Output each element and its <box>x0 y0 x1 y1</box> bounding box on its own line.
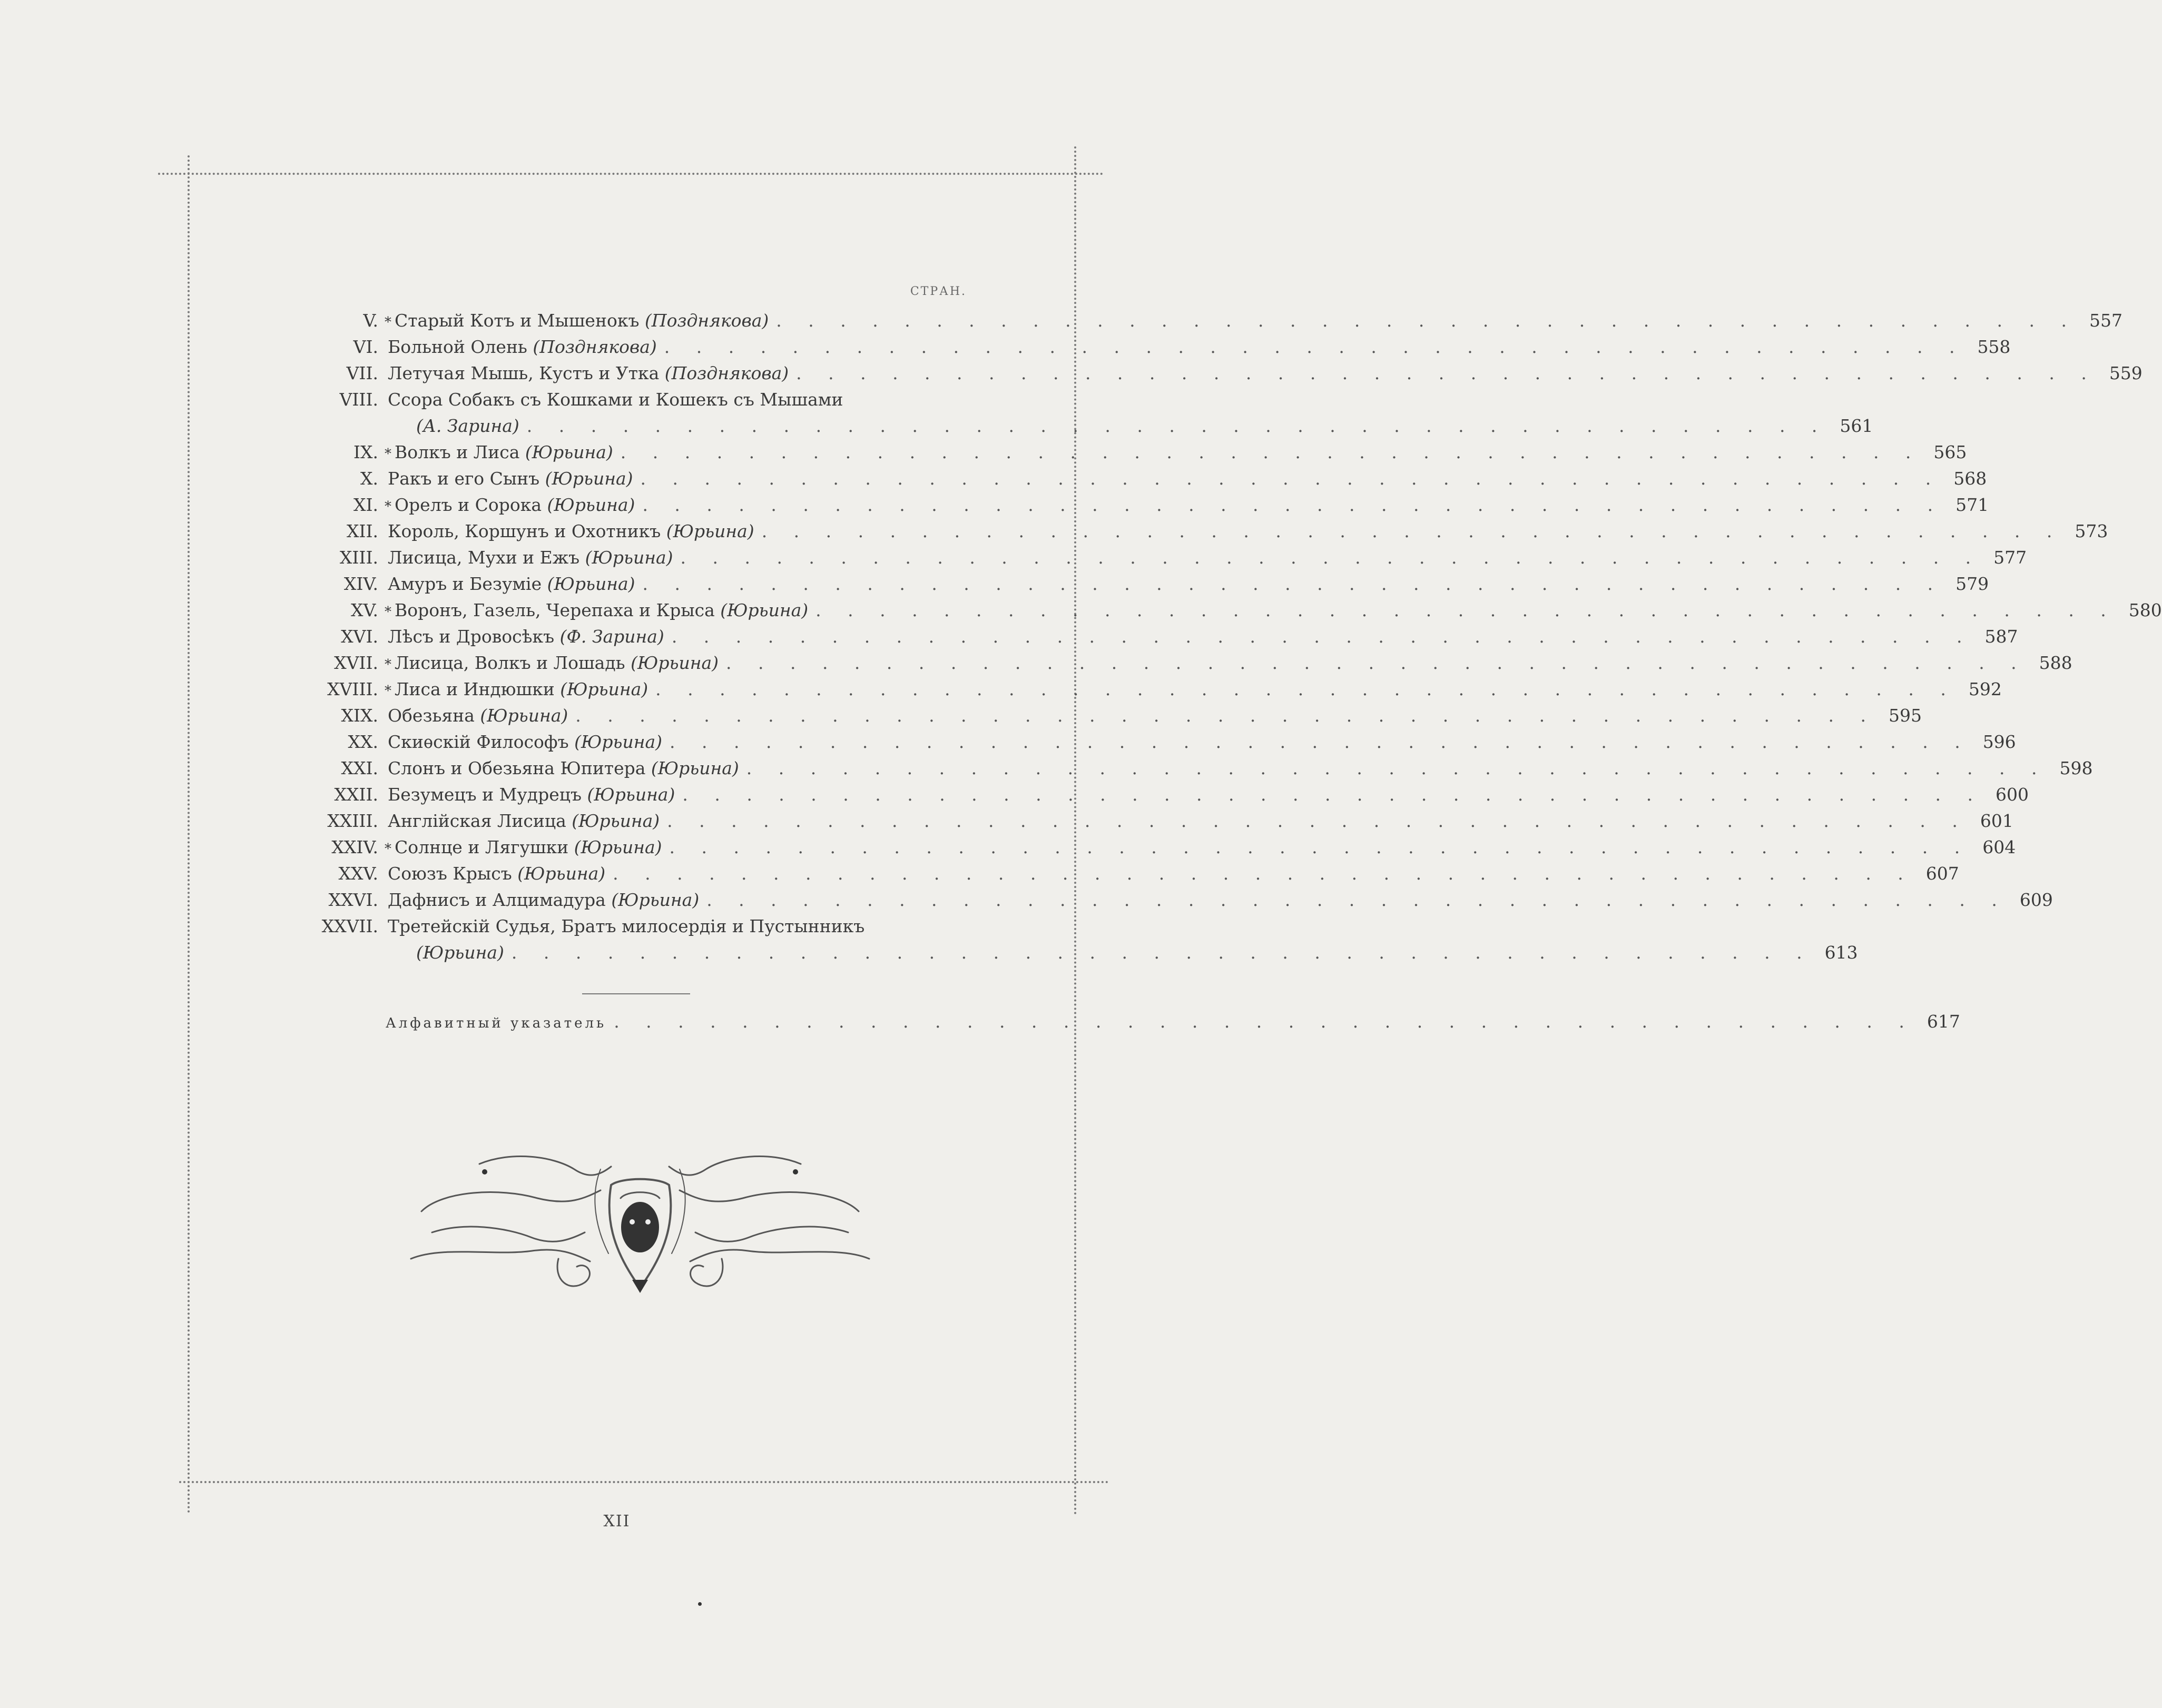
dot-leader: . . . . . . . . . . . . . . . . . . . . . . . . . . . . . . . . . . . . . . . . . <box>680 547 1982 568</box>
entry-author: (Ф. Зарина) <box>559 626 664 647</box>
entry-author: (Юрьина) <box>416 942 504 963</box>
entry-page: 598 <box>2059 758 2093 778</box>
page-number: XII <box>603 1512 631 1531</box>
entry-number: XXI. <box>341 758 378 778</box>
entry-title <box>385 571 635 599</box>
entry-title <box>385 360 789 388</box>
entry-number: VI. <box>353 337 378 357</box>
entry-page: 604 <box>1982 837 2016 857</box>
entry-author: (Юрьина) <box>545 468 633 489</box>
entry-author: (Позднякова) <box>644 310 769 331</box>
dot-leader: . . . . . . . . . . . . . . . . . . . . . . . . . . . . . . . . . . . . . . . . . <box>682 784 1984 805</box>
dot-leader: . . . . . . . . . . . . . . . . . . . . . . . . . . . . . . . . . . . . . . . . . <box>776 310 2077 331</box>
entry-title <box>385 861 605 888</box>
title-text: Лисица, Мухи и Ежъ <box>388 547 585 568</box>
asterisk-mark: * <box>385 314 391 330</box>
entry-title <box>385 413 519 439</box>
entry-number: V. <box>363 310 378 331</box>
toc-entry <box>284 387 969 413</box>
entry-title <box>385 492 635 520</box>
entry-author: (Юрьина) <box>547 574 635 594</box>
entry-number: XXIV. <box>331 837 378 857</box>
title-text: Ссора Собакъ съ Кошками и Кошекъ съ Мышами <box>388 389 843 410</box>
title-text: Союзъ Крысъ <box>388 863 518 884</box>
entry-number: XII. <box>346 521 378 541</box>
dot-leader: . . . . . . . . . . . . . . . . . . . . . . . . . . . . . . . . . . . . . . . . . <box>706 890 2008 910</box>
toc-entry <box>284 703 1922 729</box>
title-text: Скиѳскій Философъ <box>388 732 575 752</box>
toc-entry <box>284 466 1987 492</box>
title-text: Король, Коршунъ и Охотникъ <box>388 521 666 541</box>
dot-leader: . . . . . . . . . . . . . . . . . . . . . . . . . . . . . . . . . . . . . . . . . <box>526 416 1828 436</box>
title-text: Амуръ и Безуміе <box>388 574 547 594</box>
entry-title <box>385 913 864 941</box>
bottom-border-rule <box>179 1481 1109 1483</box>
toc-entry <box>284 545 2027 571</box>
section-divider <box>582 993 690 994</box>
asterisk-mark: * <box>385 841 391 857</box>
dot-leader: . . . . . . . . . . . . . . . . . . . . . . . . . . . . . . . . . . . . . . . . . <box>761 521 2063 541</box>
entry-page: 577 <box>1993 547 2027 568</box>
entry-author: (Юрьина) <box>572 811 660 831</box>
toc-entry <box>284 492 1989 518</box>
title-text: Лѣсъ и Дровосѣкъ <box>388 626 560 647</box>
entry-page: 600 <box>1996 784 2029 805</box>
entry-page: 607 <box>1925 863 1959 884</box>
title-text: Лиса и Индюшки <box>395 679 561 699</box>
toc-entry-continuation <box>284 940 1858 966</box>
dot-leader: . . . . . . . . . . . . . . . . . . . . . . . . . . . . . . . . . . . . . . . . . <box>746 758 2048 778</box>
entry-number: XXVII. <box>321 916 378 936</box>
asterisk-mark: * <box>385 499 391 515</box>
toc-entry <box>284 782 2029 808</box>
entry-page: 558 <box>1977 337 2011 357</box>
title-text: Слонъ и Обезьяна Юпитера <box>388 758 651 778</box>
title-text: Орелъ и Сорока <box>395 495 547 515</box>
dot-leader: . . . . . . . . . . . . . . . . . . . . . . . . . . . . . . . . . . . . . . . . . <box>796 363 2097 383</box>
toc-entry <box>284 571 1989 597</box>
entry-title <box>385 597 808 625</box>
title-text: Безумецъ и Мудрецъ <box>388 784 587 805</box>
entry-title <box>385 729 662 757</box>
dot-leader: . . . . . . . . . . . . . . . . . . . . . . . . . . . . . . . . . . . . . . . . . <box>655 679 1957 699</box>
toc-entry <box>284 439 1967 466</box>
entry-number: XI. <box>353 495 378 515</box>
entry-number: VIII. <box>339 389 378 410</box>
dot-leader: . . . . . . . . . . . . . . . . . . . . . . . . . . . . . . . . . . . . . . . . . <box>620 442 1922 462</box>
entry-number: XXVI. <box>328 890 378 910</box>
entry-page: 588 <box>2039 653 2072 673</box>
entry-number: XIX. <box>341 705 378 726</box>
entry-number: XXIII. <box>327 811 378 831</box>
toc-entry-continuation <box>284 413 1873 439</box>
toc-entry <box>284 755 2093 782</box>
entry-number: XXII. <box>334 784 378 805</box>
ornament-vignette <box>400 1148 880 1306</box>
entry-page: 565 <box>1933 442 1967 462</box>
top-border-rule <box>158 173 1104 175</box>
index-page: 617 <box>1927 1011 1960 1032</box>
entry-number: X. <box>360 468 378 489</box>
entry-title <box>385 782 675 809</box>
entry-page: 609 <box>2019 890 2053 910</box>
entry-number: XVII. <box>334 653 378 673</box>
toc-entry <box>284 808 2013 834</box>
entry-page: 579 <box>1955 574 1989 594</box>
entry-number: XXV. <box>338 863 378 884</box>
entry-title <box>385 518 754 546</box>
toc-entry <box>284 887 2053 913</box>
asterisk-mark: * <box>385 446 391 462</box>
entry-title <box>385 808 660 836</box>
title-text: Лисица, Волкъ и Лошадь <box>395 653 631 673</box>
entry-page: 559 <box>2109 363 2143 383</box>
entry-page: 592 <box>1968 679 2002 699</box>
entry-number: XVI. <box>341 626 378 647</box>
entry-title <box>385 940 504 966</box>
entry-page: 573 <box>2075 521 2108 541</box>
entry-number: IX. <box>353 442 378 462</box>
entry-author: (Юрьина) <box>611 890 700 910</box>
entry-author: (Юрьина) <box>480 705 568 726</box>
dot-leader: . . . . . . . . . . . . . . . . . . . . . . . . . . . . . . . . . . . . . . . . . <box>511 942 1813 963</box>
dot-leader: . . . . . . . . . . . . . . . . . . . . . . . . . . . . . . . . . . . . . . . . . <box>671 626 1973 647</box>
entry-author: (Юрьина) <box>587 784 675 805</box>
entry-author: (Юрьина) <box>517 863 606 884</box>
title-text: Летучая Мышь, Кустъ и Утка <box>388 363 665 383</box>
asterisk-mark: * <box>385 683 391 699</box>
title-text: Дафнисъ и Алцимадура <box>388 890 612 910</box>
title-text: Волкъ и Лиса <box>395 442 525 462</box>
entry-title <box>385 308 769 335</box>
entry-author: (Юрьина) <box>560 679 648 699</box>
toc-entry <box>284 360 2143 387</box>
toc-entry <box>284 650 2072 676</box>
entry-title <box>385 334 657 362</box>
entry-page: 587 <box>1984 626 2018 647</box>
title-text: Старый Котъ и Мышенокъ <box>395 310 645 331</box>
entry-author: (Юрьина) <box>720 600 809 620</box>
toc-entry <box>284 624 2018 650</box>
index-label: Алфавитный указатель <box>386 1015 607 1031</box>
toc-entry <box>284 834 2016 861</box>
entry-page: 571 <box>1955 495 1989 515</box>
entry-title <box>385 466 633 493</box>
entry-title <box>385 545 673 572</box>
dot-leader: . . . . . . . . . . . . . . . . . . . . . . . . . . . . . . . . . . . . . . . . . <box>670 732 1971 752</box>
entry-author: (Юрьина) <box>631 653 719 673</box>
entry-number: XIV. <box>343 574 378 594</box>
entry-author: (А. Зарина) <box>416 416 519 436</box>
entry-author: (Юрьина) <box>547 495 635 515</box>
entry-author: (Юрьина) <box>574 837 662 857</box>
dot-leader: . . . . . . . . . . . . . . . . . . . . . . . . . . . . . . . . . . . . . . . . . <box>613 863 1914 884</box>
entry-page: 601 <box>1980 811 2013 831</box>
asterisk-mark: * <box>385 657 391 673</box>
entry-author: (Юрьина) <box>666 521 754 541</box>
title-text: Воронъ, Газель, Черепаха и Крыса <box>395 600 721 620</box>
entry-page: 613 <box>1824 942 1858 963</box>
toc-entry <box>284 861 1959 887</box>
dot-leader: . . . . . . . . . . . . . . . . . . . . . . . . . . . . . . . . . . . . . . . . . <box>642 495 1944 515</box>
page-column-header: СТРАН. <box>910 285 967 298</box>
left-border-rule <box>188 155 190 1514</box>
toc-entry <box>284 518 2108 545</box>
entry-page: 596 <box>1982 732 2016 752</box>
dot-leader: . . . . . . . . . . . . . . . . . . . . . . . . . . . . . . . . . . . . . . . . . <box>726 653 2027 673</box>
entry-author: (Юрьина) <box>525 442 613 462</box>
toc-entry <box>284 676 2002 703</box>
title-text: Солнце и Лягушки <box>395 837 574 857</box>
entry-author: (Юрьина) <box>651 758 739 778</box>
entry-title <box>385 387 843 414</box>
toc-entry <box>284 334 2011 360</box>
entry-page: 557 <box>2089 310 2122 331</box>
entry-title <box>385 439 613 467</box>
dot-leader: . . . . . . . . . . . . . . . . . . . . . . . . . . . . . . . . . . . . . . . . . <box>815 600 2117 620</box>
title-text: Третейскій Судья, Братъ милосердія и Пустынникъ <box>388 916 865 936</box>
entry-author: (Юрьина) <box>574 732 663 752</box>
toc-entry <box>284 729 2016 755</box>
dot-leader: . . . . . . . . . . . . . . . . . . . . . . . . . . . . . . . . . . . . . . . . . <box>664 337 1966 357</box>
entry-title <box>385 703 568 730</box>
entry-title <box>385 834 662 862</box>
title-text: Ракъ и его Сынъ <box>388 468 545 489</box>
entry-number: XV. <box>350 600 378 620</box>
title-text: Англійская Лисица <box>388 811 572 831</box>
title-text: Обезьяна <box>388 705 480 726</box>
entry-title <box>385 755 739 783</box>
entry-page: 595 <box>1888 705 1922 726</box>
entry-title <box>385 887 699 915</box>
toc-entry <box>284 308 2122 334</box>
toc-entry <box>284 597 2162 624</box>
ink-speck <box>698 1602 702 1606</box>
entry-title <box>385 676 648 704</box>
dot-leader: . . . . . . . . . . . . . . . . . . . . . . . . . . . . . . . . . . . . . . . . . <box>575 705 1876 726</box>
entry-author: (Юрьина) <box>585 547 673 568</box>
entry-author: (Позднякова) <box>533 337 657 357</box>
dot-leader: . . . . . . . . . . . . . . . . . . . . . . . . . . . . . . . . . . . . . . . . . <box>669 837 1971 857</box>
entry-page: 580 <box>2128 600 2162 620</box>
index-entry <box>386 1009 1960 1035</box>
dot-leader: . . . . . . . . . . . . . . . . . . . . . . . . . . . . . . . . . . . . . . . . . <box>667 811 1968 831</box>
entry-title <box>385 650 719 678</box>
dot-leader: . . . . . . . . . . . . . . . . . . . . . . . . . . . . . . . . . . . . . . . . . <box>642 574 1944 594</box>
entry-author: (Позднякова) <box>664 363 789 383</box>
title-text: Больной Олень <box>388 337 533 357</box>
entry-page: 561 <box>1840 416 1873 436</box>
entry-number: XIII. <box>339 547 378 568</box>
entry-page: 568 <box>1953 468 1987 489</box>
entry-number: XX. <box>348 732 378 752</box>
dot-leader: . . . . . . . . . . . . . . . . . . . . . . . . . . . . . . . . . . . . . . . . . <box>640 468 1942 489</box>
entry-title <box>385 624 664 651</box>
entry-number: VII. <box>346 363 378 383</box>
entry-number: XVIII. <box>327 679 378 699</box>
toc-entry <box>284 913 969 940</box>
dot-leader: . . . . . . . . . . . . . . . . . . . . . . . . . . . . . . . . . . . . . . . . . <box>614 1011 1915 1032</box>
asterisk-mark: * <box>385 604 391 620</box>
